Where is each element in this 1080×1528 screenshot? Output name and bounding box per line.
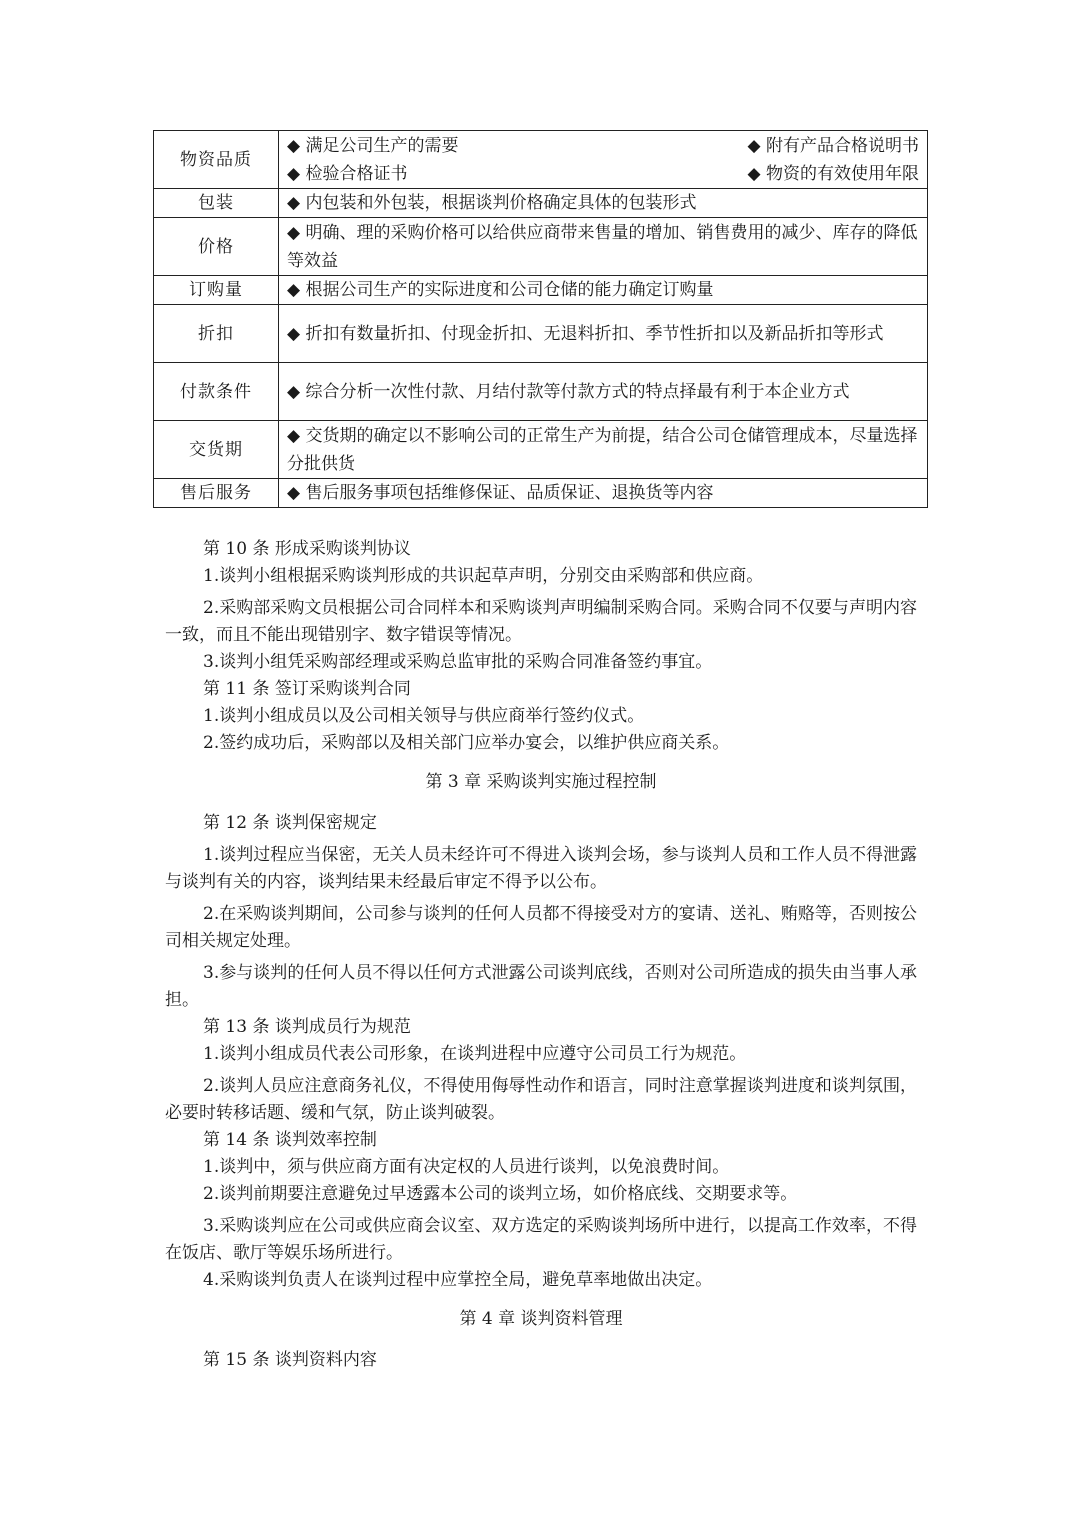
row-content: ◆ 根据公司生产的实际进度和公司仓储的能力确定订购量: [279, 276, 928, 305]
table-row: [154, 479, 928, 508]
paragraph: 4.采购谈判负责人在谈判过程中应掌控全局，避免草率地做出决定。: [203, 1270, 713, 1290]
table-row: [154, 305, 928, 363]
row-content: ◆ 综合分析一次性付款、月结付款等付款方式的特点择最有利于本企业方式: [279, 363, 928, 421]
table-row: [154, 131, 928, 189]
paragraph: 1.谈判小组成员以及公司相关领导与供应商举行签约仪式。: [203, 706, 645, 726]
row-item: ◆ 附有产品合格说明书: [747, 135, 919, 156]
paragraph: 1.谈判小组根据采购谈判形成的共识起草声明，分别交由采购部和供应商。: [203, 566, 764, 586]
row-item: ◆ 满足公司生产的需要: [287, 135, 459, 156]
row-label: 包装: [154, 189, 279, 218]
paragraph: 3.参与谈判的任何人员不得以任何方式泄露公司谈判底线，否则对公司所造成的损失由当事人承担。: [165, 963, 917, 1010]
article-heading: 第 14 条 谈判效率控制: [203, 1130, 377, 1150]
article-heading: 第 15 条 谈判资料内容: [203, 1350, 377, 1370]
table-row: [154, 218, 928, 276]
paragraph: 2.在采购谈判期间，公司参与谈判的任何人员都不得接受对方的宴请、送礼、贿赂等，否则按公司相关规定处理。: [165, 904, 917, 951]
document-body: [165, 536, 917, 1374]
table-row: [154, 363, 928, 421]
article-heading: 第 13 条 谈判成员行为规范: [203, 1017, 411, 1037]
row-label: 交货期: [154, 421, 279, 479]
paragraph: 2.签约成功后，采购部以及相关部门应举办宴会，以维护供应商关系。: [203, 733, 730, 753]
row-label: 订购量: [154, 276, 279, 305]
row-content: [279, 131, 928, 189]
paragraph: 1.谈判过程应当保密，无关人员未经许可不得进入谈判会场，参与谈判人员和工作人员不得泄露与谈判有关的内容，谈判结果未经最后审定不得予以公布。: [165, 845, 917, 892]
paragraph: 2.谈判前期要注意避免过早透露本公司的谈判立场，如价格底线、交期要求等。: [203, 1184, 798, 1204]
paragraph: 3.采购谈判应在公司或供应商会议室、双方选定的采购谈判场所中进行，以提高工作效率，不得在饭店、歌厅等娱乐场所进行。: [165, 1216, 917, 1263]
paragraph: 2.采购部采购文员根据公司合同样本和采购谈判声明编制采购合同。采购合同不仅要与声明内容一致，而且不能出现错别字、数字错误等情况。: [165, 598, 917, 645]
article-heading: 第 12 条 谈判保密规定: [203, 813, 377, 833]
chapter-title: 第 4 章 谈判资料管理: [459, 1309, 623, 1329]
row-label: 付款条件: [154, 363, 279, 421]
row-label: 物资品质: [154, 131, 279, 189]
row-content: ◆ 交货期的确定以不影响公司的正常生产为前提，结合公司仓储管理成本，尽量选择分批供货: [279, 421, 928, 479]
row-content: ◆ 折扣有数量折扣、付现金折扣、无退料折扣、季节性折扣以及新品折扣等形式: [279, 305, 928, 363]
paragraph: 2.谈判人员应注意商务礼仪，不得使用侮辱性动作和语言，同时注意掌握谈判进度和谈判氛围，必要时转移话题、缓和气氛，防止谈判破裂。: [165, 1076, 917, 1123]
article-heading: 第 10 条 形成采购谈判协议: [203, 539, 411, 559]
row-label: 售后服务: [154, 479, 279, 508]
row-item: ◆ 物资的有效使用年限: [747, 163, 919, 184]
row-label: 折扣: [154, 305, 279, 363]
table-row: [154, 189, 928, 218]
paragraph: 3.谈判小组凭采购部经理或采购总监审批的采购合同准备签约事宜。: [203, 652, 713, 672]
article-heading: 第 11 条 签订采购谈判合同: [203, 679, 411, 699]
row-item: ◆ 检验合格证书: [287, 163, 408, 184]
chapter-title: 第 3 章 采购谈判实施过程控制: [425, 772, 657, 792]
paragraph: 1.谈判中，须与供应商方面有决定权的人员进行谈判，以免浪费时间。: [203, 1157, 730, 1177]
row-content: ◆ 明确、理的采购价格可以给供应商带来售量的增加、销售费用的减少、库存的降低等效益: [279, 218, 928, 276]
negotiation-terms-table: [153, 130, 928, 508]
table-row: [154, 421, 928, 479]
row-content: ◆ 售后服务事项包括维修保证、品质保证、退换货等内容: [279, 479, 928, 508]
paragraph: 1.谈判小组成员代表公司形象，在谈判进程中应遵守公司员工行为规范。: [203, 1044, 747, 1064]
row-label: 价格: [154, 218, 279, 276]
table-row: [154, 276, 928, 305]
row-content: ◆ 内包装和外包装，根据谈判价格确定具体的包装形式: [279, 189, 928, 218]
